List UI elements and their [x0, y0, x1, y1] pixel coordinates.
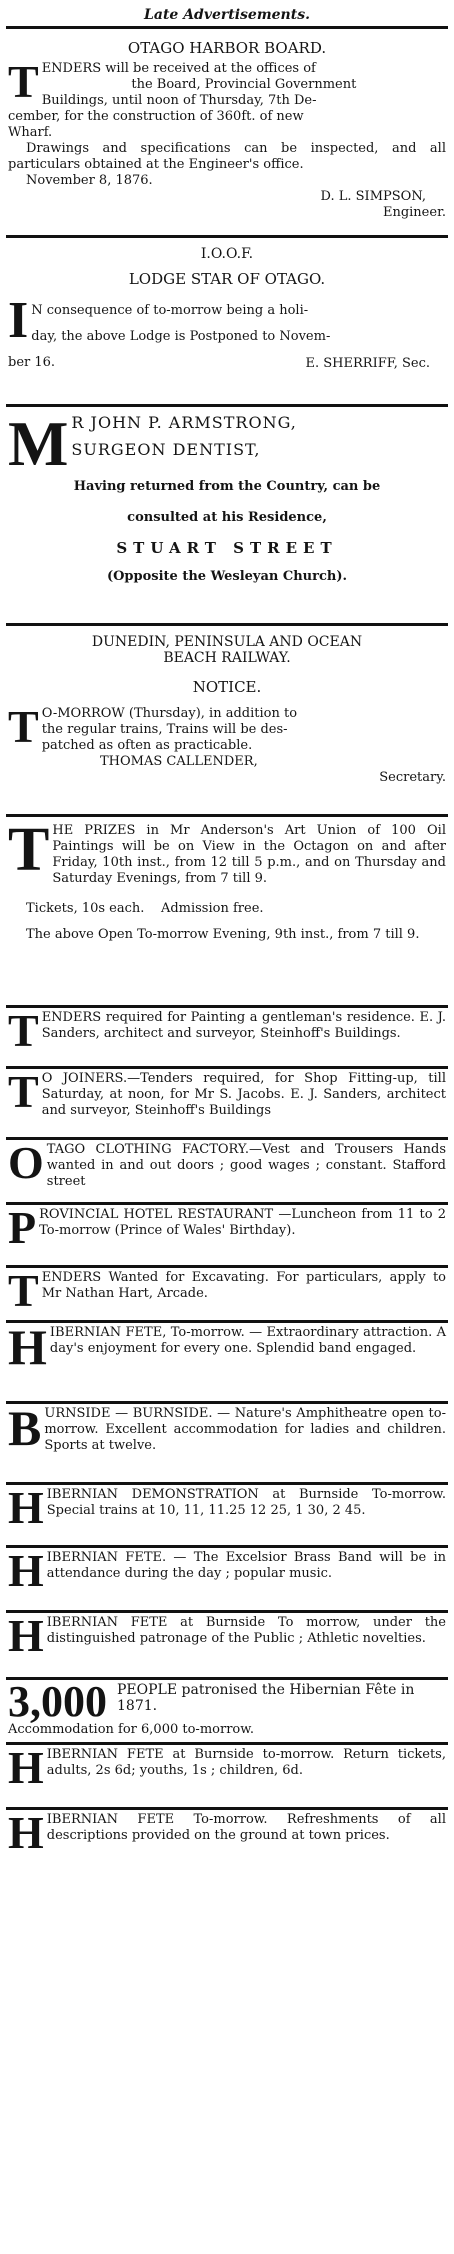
ad-line: cember, for the construction of 360ft. of new [8, 109, 304, 124]
ad-line: Buildings, until noon of Thursday, 7th De- [41, 93, 317, 108]
ad-line: patched as often as practicable. [41, 738, 253, 753]
ad-hibernian-fete-1 [6, 1323, 448, 1401]
drop-cap: H [8, 1745, 44, 1793]
ad-extra: Accommodation for 6,000 to-morrow. [8, 1722, 254, 1737]
signature-name: THOMAS CALLENDER, [100, 754, 258, 769]
ad-body [8, 1323, 446, 1375]
ad-title: R JOHN P. ARMSTRONG, [71, 413, 297, 432]
ad-text: IBERNIAN FETE at Burnside To morrow, under the distinguished patronage of the Public ; Athletic novelties. [46, 1615, 446, 1646]
ad-line: day, the above Lodge is Postponed to Novem- [31, 329, 331, 344]
ad-body [8, 1810, 446, 1858]
ad-burnside [6, 1404, 448, 1482]
ad-railway [6, 626, 448, 814]
drop-cap: I [8, 292, 29, 349]
ad-body [8, 701, 446, 754]
ad-body [8, 1548, 446, 1596]
ad-excavating [6, 1268, 448, 1320]
ad-line: Wharf. [8, 125, 53, 140]
ad-body [8, 1008, 446, 1056]
drop-cap: B [8, 1404, 42, 1456]
ad-text: TAGO CLOTHING FACTORY.—Vest and Trousers Hands wanted in and out doors ; good wages ; constant. Stafford street [46, 1142, 446, 1189]
ad-text: ENDERS Wanted for Excavating. For particulars, apply to Mr Nathan Hart, Arcade. [41, 1270, 446, 1301]
ad-hibernian-demonstration [6, 1485, 448, 1545]
ad-notice: NOTICE. [192, 678, 262, 696]
ad-body [8, 1485, 446, 1533]
ad-clothing-factory [6, 1140, 448, 1202]
ad-body [8, 1745, 446, 1793]
ad-excelsior-band [6, 1548, 448, 1610]
ad-title: I.O.O.F. [200, 246, 254, 262]
drop-cap: P [8, 1205, 37, 1253]
ad-joiners [6, 1069, 448, 1137]
ad-refreshments [6, 1810, 448, 1864]
ad-line: STUART STREET [116, 539, 338, 557]
ad-body [8, 1406, 446, 1454]
ad-line: consulted at his Residence, [127, 510, 327, 525]
ad-art-union [6, 817, 448, 1005]
ad-subtitle: SURGEON DENTIST, [71, 440, 261, 459]
ad-body [8, 1680, 446, 1726]
ad-text: O JOINERS.—Tenders required, for Shop Fitting-up, till Saturday, at noon, for Mr S. Jacobs. E. J. Sanders, architect and surveyor, Steinhoff's Buildings [41, 1071, 446, 1118]
ad-dentist [6, 407, 448, 623]
ad-line: the Board, Provincial Government [131, 77, 357, 92]
drop-cap: H [8, 1548, 44, 1596]
signature-title: Secretary. [379, 770, 446, 785]
drop-cap: T [8, 56, 39, 107]
ad-text: ROVINCIAL HOTEL RESTAURANT —Luncheon from 11 to 2 To-morrow (Prince of Wales' Birthday). [39, 1207, 446, 1238]
ad-hibernian-patronage [6, 1613, 448, 1677]
ad-line: N consequence of to-morrow being a holi- [31, 303, 309, 318]
ad-text: IBERNIAN FETE. — The Excelsior Brass Band will be in attendance during the day ; popular music. [46, 1550, 446, 1581]
ad-lodge-star [6, 238, 448, 404]
ad-line: ENDERS will be received at the offices of [41, 61, 316, 76]
ad-body [8, 1142, 446, 1190]
ad-body [8, 1205, 446, 1253]
ad-tickets: Tickets, 10s each. Admission free. [26, 901, 264, 916]
drop-cap: T [8, 1069, 39, 1117]
ad-text: URNSIDE — BURNSIDE. — Nature's Amphitheatre open to-morrow. Excellent accommodation for ladies and children. Sports at twelve. [44, 1406, 446, 1453]
ad-text: IBERNIAN FETE at Burnside to-morrow. Return tickets, adults, 2s 6d; youths, 1s ; children, 6d. [46, 1747, 446, 1778]
ad-line: (Opposite the Wesleyan Church). [106, 569, 348, 584]
advert-column [6, 4, 448, 1864]
drop-cap: T [8, 1268, 39, 1316]
drop-cap: T [8, 701, 39, 752]
ad-text: HE PRIZES in Mr Anderson's Art Union of 100 Oil Paintings will be on View in the Octagon on and after Friday, 10th inst., from 12 till 5 p.m., and on Thursday and Saturday Evenings, from 7 till 9. [52, 823, 446, 886]
drop-cap: H [8, 1323, 47, 1375]
ad-body [8, 1613, 446, 1661]
section-header: Late Advertisements. [6, 4, 448, 29]
signature-name: D. L. SIMPSON, [320, 189, 426, 204]
ad-body [8, 1071, 446, 1119]
ad-text: IBERNIAN FETE To-morrow. Refreshments of all descriptions provided on the ground at town prices. [46, 1812, 446, 1843]
ad-text: ENDERS required for Painting a gentleman's residence. E. J. Sanders, architect and surveyor, Steinhoff's Buildings. [41, 1010, 446, 1041]
drop-cap: T [8, 1008, 39, 1056]
ad-date: November 8, 1876. [26, 173, 153, 188]
ad-subtitle: LODGE STAR OF OTAGO. [128, 270, 326, 288]
signature-title: Engineer. [382, 205, 446, 220]
ad-title: DUNEDIN, PENINSULA AND OCEAN [91, 634, 363, 650]
ad-harbor-board [6, 29, 448, 235]
drop-cap: T [8, 817, 50, 884]
ad-painting-tenders [6, 1008, 448, 1066]
drop-cap: O [8, 1140, 44, 1188]
ad-text: IBERNIAN FETE, To-morrow. — Extraordinary attraction. A day's enjoyment for every one. Splendid band engaged. [49, 1325, 446, 1356]
ad-3000-people [6, 1680, 448, 1742]
ad-line: O-MORROW (Thursday), in addition to [41, 706, 298, 721]
signature: E. SHERRIFF, Sec. [305, 356, 430, 371]
ad-text: PEOPLE patronised the Hibernian Fête in 1871. [117, 1682, 415, 1714]
ad-heading [8, 408, 446, 479]
drop-cap: H [8, 1810, 44, 1858]
ad-title: OTAGO HARBOR BOARD. [127, 39, 327, 57]
ad-line: ber 16. [8, 355, 56, 370]
ad-body [8, 1268, 446, 1316]
ad-extra: The above Open To-morrow Evening, 9th inst., from 7 till 9. [26, 927, 420, 942]
ad-return-tickets [6, 1745, 448, 1807]
ad-text: IBERNIAN DEMONSTRATION at Burnside To-morrow. Special trains at 10, 11, 11.25 12 25, 1 30, 2 45. [46, 1487, 446, 1518]
ad-body [8, 817, 446, 887]
drop-cap: M [8, 408, 69, 479]
ad-line: the regular trains, Trains will be des- [41, 722, 288, 737]
drop-cap: H [8, 1613, 44, 1661]
big-number: 3,000 [8, 1680, 107, 1726]
drop-cap: H [8, 1485, 44, 1533]
ad-subtitle: BEACH RAILWAY. [163, 650, 291, 666]
ad-line: Having returned from the Country, can be [73, 479, 381, 494]
ad-hotel-restaurant [6, 1205, 448, 1265]
ad-extra: Drawings and specifications can be inspected, and all particulars obtained at the Engineer's office. [8, 141, 446, 172]
ad-body [8, 56, 446, 173]
